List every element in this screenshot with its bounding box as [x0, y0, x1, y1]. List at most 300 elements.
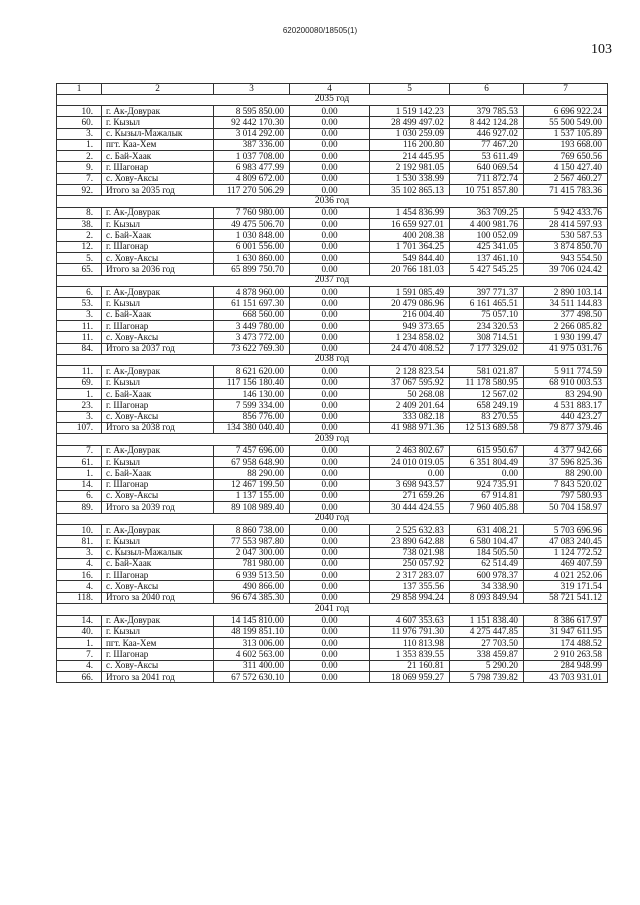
table-cell: 3 473 772.00 — [214, 332, 290, 343]
table-cell: 8 093 849.94 — [450, 592, 524, 603]
table-cell: 1. — [57, 139, 102, 150]
table-cell: 65 899 750.70 — [214, 264, 290, 275]
table-cell: 3. — [57, 128, 102, 139]
table-cell: 61. — [57, 457, 102, 468]
table-cell: 50 704 158.97 — [524, 502, 608, 513]
table-cell: 89 108 989.40 — [214, 502, 290, 513]
table-cell: 55 500 549.00 — [524, 117, 608, 128]
table-cell: 34 338.90 — [450, 581, 524, 592]
year-label: 2038 год — [57, 354, 608, 366]
table-cell: с. Хову-Аксы — [102, 581, 214, 592]
table-cell: 67 914.81 — [450, 490, 524, 501]
table-cell: 0.00 — [290, 615, 370, 626]
table-cell: г. Ак-Довурак — [102, 445, 214, 456]
table-row — [57, 230, 608, 241]
table-row — [57, 162, 608, 173]
table-cell: 107. — [57, 422, 102, 433]
column-number: 5 — [370, 84, 450, 95]
table-cell: 62 514.49 — [450, 558, 524, 569]
table-cell: 3. — [57, 309, 102, 320]
table-cell: 2 910 263.58 — [524, 649, 608, 660]
table-cell: 6. — [57, 287, 102, 298]
table-cell: 4 531 883.17 — [524, 400, 608, 411]
table-cell: 3. — [57, 411, 102, 422]
table-cell: 34 511 144.83 — [524, 298, 608, 309]
table-cell: 1 151 838.40 — [450, 615, 524, 626]
table-cell: 28 499 497.02 — [370, 117, 450, 128]
table-cell: 1 234 858.02 — [370, 332, 450, 343]
table-cell: 6 580 104.47 — [450, 536, 524, 547]
table-cell: г. Ак-Довурак — [102, 207, 214, 218]
table-cell: 0.00 — [290, 490, 370, 501]
table-cell: г. Кызыл — [102, 117, 214, 128]
table-body — [57, 84, 608, 683]
table-cell: 250 057.92 — [370, 558, 450, 569]
table-cell: 3 449 780.00 — [214, 321, 290, 332]
table-cell: 1. — [57, 468, 102, 479]
table-cell: 0.00 — [290, 592, 370, 603]
table-cell: 4 809 672.00 — [214, 173, 290, 184]
table-row — [57, 479, 608, 490]
table-row — [57, 173, 608, 184]
table-cell: г. Кызыл — [102, 298, 214, 309]
table-cell: 797 580.93 — [524, 490, 608, 501]
table-cell: 781 980.00 — [214, 558, 290, 569]
table-cell: 0.00 — [290, 241, 370, 252]
table-cell: 284 948.99 — [524, 660, 608, 671]
table-cell: г. Кызыл — [102, 377, 214, 388]
table-cell: 308 714.51 — [450, 332, 524, 343]
table-cell: г. Ак-Довурак — [102, 287, 214, 298]
year-header-row — [57, 434, 608, 446]
table-cell: 0.00 — [290, 389, 370, 400]
table-cell: 446 927.02 — [450, 128, 524, 139]
table-cell: 0.00 — [290, 649, 370, 660]
year-header-row — [57, 604, 608, 616]
column-number: 1 — [57, 84, 102, 95]
table-cell: 137 461.10 — [450, 253, 524, 264]
table-cell: 0.00 — [290, 128, 370, 139]
table-cell: 7 457 696.00 — [214, 445, 290, 456]
table-cell: 8 860 738.00 — [214, 525, 290, 536]
table-cell: 92 442 170.30 — [214, 117, 290, 128]
table-cell: с. Хову-Аксы — [102, 660, 214, 671]
table-cell: 2 463 802.67 — [370, 445, 450, 456]
table-cell: 0.00 — [370, 468, 450, 479]
table-cell: 84. — [57, 343, 102, 354]
table-cell: 1. — [57, 389, 102, 400]
table-row — [57, 547, 608, 558]
table-cell: с. Кызыл-Мажалык — [102, 128, 214, 139]
table-cell: 1 137 155.00 — [214, 490, 290, 501]
table-cell: 379 785.53 — [450, 106, 524, 117]
table-cell: 1 030 259.09 — [370, 128, 450, 139]
table-cell: 1 930 199.47 — [524, 332, 608, 343]
table-row — [57, 581, 608, 592]
table-cell: с. Бай-Хаак — [102, 309, 214, 320]
table-cell: 600 978.37 — [450, 570, 524, 581]
table-cell: 949 373.65 — [370, 321, 450, 332]
table-row — [57, 570, 608, 581]
table-cell: 16. — [57, 570, 102, 581]
table-cell: г. Шагонар — [102, 162, 214, 173]
column-number: 2 — [102, 84, 214, 95]
total-row — [57, 672, 608, 683]
table-row — [57, 366, 608, 377]
table-cell: 0.00 — [290, 185, 370, 196]
year-header-row — [57, 196, 608, 208]
table-cell: 184 505.50 — [450, 547, 524, 558]
table-cell: 116 200.80 — [370, 139, 450, 150]
table-cell: Итого за 2036 год — [102, 264, 214, 275]
table-cell: 5 703 696.96 — [524, 525, 608, 536]
year-label: 2037 год — [57, 275, 608, 287]
table-row — [57, 389, 608, 400]
table-cell: пгт. Каа-Хем — [102, 139, 214, 150]
table-cell: г. Ак-Довурак — [102, 525, 214, 536]
table-cell: с. Хову-Аксы — [102, 411, 214, 422]
table-cell: 21 160.81 — [370, 660, 450, 671]
table-cell: 81. — [57, 536, 102, 547]
table-cell: 1 037 708.00 — [214, 151, 290, 162]
table-cell: г. Шагонар — [102, 570, 214, 581]
table-cell: 8 442 124.28 — [450, 117, 524, 128]
table-cell: 39 706 024.42 — [524, 264, 608, 275]
table-cell: 6. — [57, 490, 102, 501]
table-cell: 4. — [57, 581, 102, 592]
table-cell: 11. — [57, 321, 102, 332]
table-cell: 2. — [57, 230, 102, 241]
table-cell: 0.00 — [290, 366, 370, 377]
table-cell: 53. — [57, 298, 102, 309]
table-cell: 28 414 597.93 — [524, 219, 608, 230]
table-cell: 0.00 — [290, 400, 370, 411]
table-cell: с. Бай-Хаак — [102, 558, 214, 569]
table-cell: 0.00 — [290, 139, 370, 150]
table-cell: 271 659.26 — [370, 490, 450, 501]
table-cell: 1. — [57, 638, 102, 649]
table-cell: 8 621 620.00 — [214, 366, 290, 377]
table-row — [57, 207, 608, 218]
table-row — [57, 400, 608, 411]
table-cell: 2 317 283.07 — [370, 570, 450, 581]
column-number: 7 — [524, 84, 608, 95]
table-cell: 7 599 334.00 — [214, 400, 290, 411]
table-cell: 117 270 506.29 — [214, 185, 290, 196]
table-cell: 7 760 980.00 — [214, 207, 290, 218]
table-cell: 856 776.00 — [214, 411, 290, 422]
table-cell: 469 407.59 — [524, 558, 608, 569]
table-row — [57, 151, 608, 162]
table-cell: 0.00 — [290, 626, 370, 637]
table-cell: 5 798 739.82 — [450, 672, 524, 683]
table-cell: 2 128 823.54 — [370, 366, 450, 377]
table-cell: 3 874 850.70 — [524, 241, 608, 252]
table-cell: 0.00 — [290, 253, 370, 264]
table-cell: 0.00 — [290, 151, 370, 162]
page-number: 103 — [591, 42, 612, 57]
table-cell: 37 596 825.36 — [524, 457, 608, 468]
table-cell: 68 910 003.53 — [524, 377, 608, 388]
table-cell: 1 591 085.49 — [370, 287, 450, 298]
table-cell: 214 445.95 — [370, 151, 450, 162]
table-cell: 769 650.56 — [524, 151, 608, 162]
table-cell: 11 178 580.95 — [450, 377, 524, 388]
table-cell: 23. — [57, 400, 102, 411]
table-cell: 7 960 405.88 — [450, 502, 524, 513]
table-cell: 14. — [57, 615, 102, 626]
table-cell: 0.00 — [290, 343, 370, 354]
table-cell: 3 014 292.00 — [214, 128, 290, 139]
table-cell: 319 171.54 — [524, 581, 608, 592]
table-cell: 134 380 040.40 — [214, 422, 290, 433]
total-row — [57, 502, 608, 513]
table-row — [57, 253, 608, 264]
table-cell: 2 890 103.14 — [524, 287, 608, 298]
table-cell: с. Хову-Аксы — [102, 253, 214, 264]
table-cell: 118. — [57, 592, 102, 603]
table-cell: 2 266 085.82 — [524, 321, 608, 332]
table-cell: г. Шагонар — [102, 241, 214, 252]
table-cell: 12 513 689.58 — [450, 422, 524, 433]
table-cell: 4. — [57, 558, 102, 569]
table-cell: 10. — [57, 525, 102, 536]
table-cell: 8 595 850.00 — [214, 106, 290, 117]
year-label: 2040 год — [57, 513, 608, 525]
table-cell: 0.00 — [290, 558, 370, 569]
table-cell: 10 751 857.80 — [450, 185, 524, 196]
table-cell: 31 947 611.95 — [524, 626, 608, 637]
table-cell: с. Хову-Аксы — [102, 332, 214, 343]
table-cell: 313 006.00 — [214, 638, 290, 649]
table-cell: 377 498.50 — [524, 309, 608, 320]
table-cell: 49 475 506.70 — [214, 219, 290, 230]
table-cell: 6 351 804.49 — [450, 457, 524, 468]
table-cell: 2 567 460.27 — [524, 173, 608, 184]
table-cell: 338 459.87 — [450, 649, 524, 660]
table-cell: 61 151 697.30 — [214, 298, 290, 309]
table-cell: Итого за 2039 год — [102, 502, 214, 513]
table-cell: 6 161 465.51 — [450, 298, 524, 309]
table-cell: г. Кызыл — [102, 536, 214, 547]
table-cell: 711 872.74 — [450, 173, 524, 184]
table-cell: 58 721 541.12 — [524, 592, 608, 603]
table-cell: 549 844.40 — [370, 253, 450, 264]
table-cell: 7. — [57, 173, 102, 184]
column-number: 6 — [450, 84, 524, 95]
table-row — [57, 660, 608, 671]
table-cell: 12 467 199.50 — [214, 479, 290, 490]
table-row — [57, 468, 608, 479]
table-cell: Итого за 2037 год — [102, 343, 214, 354]
table-cell: 0.00 — [290, 309, 370, 320]
table-cell: 110 813.98 — [370, 638, 450, 649]
table-cell: 440 423.27 — [524, 411, 608, 422]
table-cell: 14 145 810.00 — [214, 615, 290, 626]
table-cell: Итого за 2038 год — [102, 422, 214, 433]
table-cell: 41 988 971.36 — [370, 422, 450, 433]
table-cell: 83 270.55 — [450, 411, 524, 422]
table-cell: 1 630 860.00 — [214, 253, 290, 264]
table-cell: 5 290.20 — [450, 660, 524, 671]
table-row — [57, 626, 608, 637]
table-cell: 0.00 — [290, 581, 370, 592]
table-cell: 137 355.56 — [370, 581, 450, 592]
table-row — [57, 219, 608, 230]
document-code: 620200080/18505(1) — [282, 26, 358, 35]
table-cell: 193 668.00 — [524, 139, 608, 150]
total-row — [57, 422, 608, 433]
table-cell: Итого за 2041 год — [102, 672, 214, 683]
table-cell: 3 698 943.57 — [370, 479, 450, 490]
column-number-row — [57, 84, 608, 95]
table-cell: 0.00 — [290, 230, 370, 241]
table-cell: 0.00 — [290, 468, 370, 479]
table-cell: 1 519 142.23 — [370, 106, 450, 117]
table-row — [57, 649, 608, 660]
table-cell: 924 735.91 — [450, 479, 524, 490]
table-cell: 6 939 513.50 — [214, 570, 290, 581]
table-cell: 216 004.40 — [370, 309, 450, 320]
table-cell: 615 950.67 — [450, 445, 524, 456]
table-cell: 7 177 329.02 — [450, 343, 524, 354]
table-cell: 88 290.00 — [524, 468, 608, 479]
table-cell: 16 659 927.01 — [370, 219, 450, 230]
table-cell: 7. — [57, 649, 102, 660]
table-cell: 100 052.09 — [450, 230, 524, 241]
table-cell: 3. — [57, 547, 102, 558]
table-cell: 490 866.00 — [214, 581, 290, 592]
table-cell: 48 199 851.10 — [214, 626, 290, 637]
table-cell: 7 843 520.02 — [524, 479, 608, 490]
table-cell: 4 878 960.00 — [214, 287, 290, 298]
table-cell: 2 409 201.64 — [370, 400, 450, 411]
table-row — [57, 298, 608, 309]
year-header-row — [57, 275, 608, 287]
table-cell: г. Ак-Довурак — [102, 615, 214, 626]
table-cell: 73 622 769.30 — [214, 343, 290, 354]
table-cell: 66. — [57, 672, 102, 683]
table-cell: 0.00 — [290, 287, 370, 298]
table-cell: 67 572 630.10 — [214, 672, 290, 683]
table-cell: 530 587.53 — [524, 230, 608, 241]
table-cell: 77 467.20 — [450, 139, 524, 150]
table-cell: 2 525 632.83 — [370, 525, 450, 536]
table-cell: 0.00 — [290, 332, 370, 343]
table-cell: 0.00 — [290, 207, 370, 218]
table-cell: 4 607 353.63 — [370, 615, 450, 626]
table-cell: 0.00 — [290, 173, 370, 184]
table-cell: 4 150 427.40 — [524, 162, 608, 173]
table-cell: 14. — [57, 479, 102, 490]
table-row — [57, 128, 608, 139]
table-cell: 89. — [57, 502, 102, 513]
table-cell: 43 703 931.01 — [524, 672, 608, 683]
table-cell: 0.00 — [290, 536, 370, 547]
table-cell: 47 083 240.45 — [524, 536, 608, 547]
table-cell: 2 047 300.00 — [214, 547, 290, 558]
table-cell: 333 082.18 — [370, 411, 450, 422]
table-cell: г. Шагонар — [102, 321, 214, 332]
table-cell: 425 341.05 — [450, 241, 524, 252]
table-cell: 0.00 — [290, 298, 370, 309]
year-header-row — [57, 94, 608, 106]
table-row — [57, 490, 608, 501]
table-cell: г. Кызыл — [102, 626, 214, 637]
table-cell: 30 444 424.55 — [370, 502, 450, 513]
table-cell: г. Ак-Довурак — [102, 106, 214, 117]
table-cell: 11 976 791.30 — [370, 626, 450, 637]
table-cell: 0.00 — [290, 445, 370, 456]
table-cell: 0.00 — [450, 468, 524, 479]
table-cell: 1 530 338.99 — [370, 173, 450, 184]
table-cell: 363 709.25 — [450, 207, 524, 218]
table-row — [57, 377, 608, 388]
table-row — [57, 615, 608, 626]
table-cell: 0.00 — [290, 106, 370, 117]
table-cell: 79 877 379.46 — [524, 422, 608, 433]
table-cell: 631 408.21 — [450, 525, 524, 536]
table-cell: 71 415 783.36 — [524, 185, 608, 196]
table-cell: 83 294.90 — [524, 389, 608, 400]
table-cell: г. Шагонар — [102, 649, 214, 660]
table-cell: 12. — [57, 241, 102, 252]
table-cell: с. Бай-Хаак — [102, 151, 214, 162]
table-cell: 4 377 942.66 — [524, 445, 608, 456]
table-cell: 11. — [57, 366, 102, 377]
table-cell: 0.00 — [290, 660, 370, 671]
table-cell: 0.00 — [290, 457, 370, 468]
table-row — [57, 411, 608, 422]
table-cell: 23 890 642.88 — [370, 536, 450, 547]
table-row — [57, 241, 608, 252]
table-cell: 0.00 — [290, 638, 370, 649]
table-cell: 27 703.50 — [450, 638, 524, 649]
table-cell: пгт. Каа-Хем — [102, 638, 214, 649]
table-cell: 65. — [57, 264, 102, 275]
table-cell: 738 021.98 — [370, 547, 450, 558]
year-header-row — [57, 513, 608, 525]
column-number: 4 — [290, 84, 370, 95]
year-label: 2041 год — [57, 604, 608, 616]
table-cell: 1 353 839.55 — [370, 649, 450, 660]
table-cell: 92. — [57, 185, 102, 196]
table-row — [57, 638, 608, 649]
table-cell: 387 336.00 — [214, 139, 290, 150]
table-row — [57, 457, 608, 468]
table-cell: 397 771.37 — [450, 287, 524, 298]
table-cell: 5 942 433.76 — [524, 207, 608, 218]
table-cell: 0.00 — [290, 377, 370, 388]
table-cell: 0.00 — [290, 525, 370, 536]
table-row — [57, 558, 608, 569]
table-cell: г. Кызыл — [102, 219, 214, 230]
table-row — [57, 445, 608, 456]
table-cell: 234 320.53 — [450, 321, 524, 332]
year-label: 2036 год — [57, 196, 608, 208]
table-cell: 581 021.87 — [450, 366, 524, 377]
table-row — [57, 139, 608, 150]
table-cell: 1 537 105.89 — [524, 128, 608, 139]
table-row — [57, 106, 608, 117]
table-cell: 174 488.52 — [524, 638, 608, 649]
table-cell: 0.00 — [290, 479, 370, 490]
table-cell: 640 069.54 — [450, 162, 524, 173]
table-cell: 0.00 — [290, 570, 370, 581]
column-number: 3 — [214, 84, 290, 95]
table-cell: 0.00 — [290, 117, 370, 128]
table-cell: 41 975 031.76 — [524, 343, 608, 354]
